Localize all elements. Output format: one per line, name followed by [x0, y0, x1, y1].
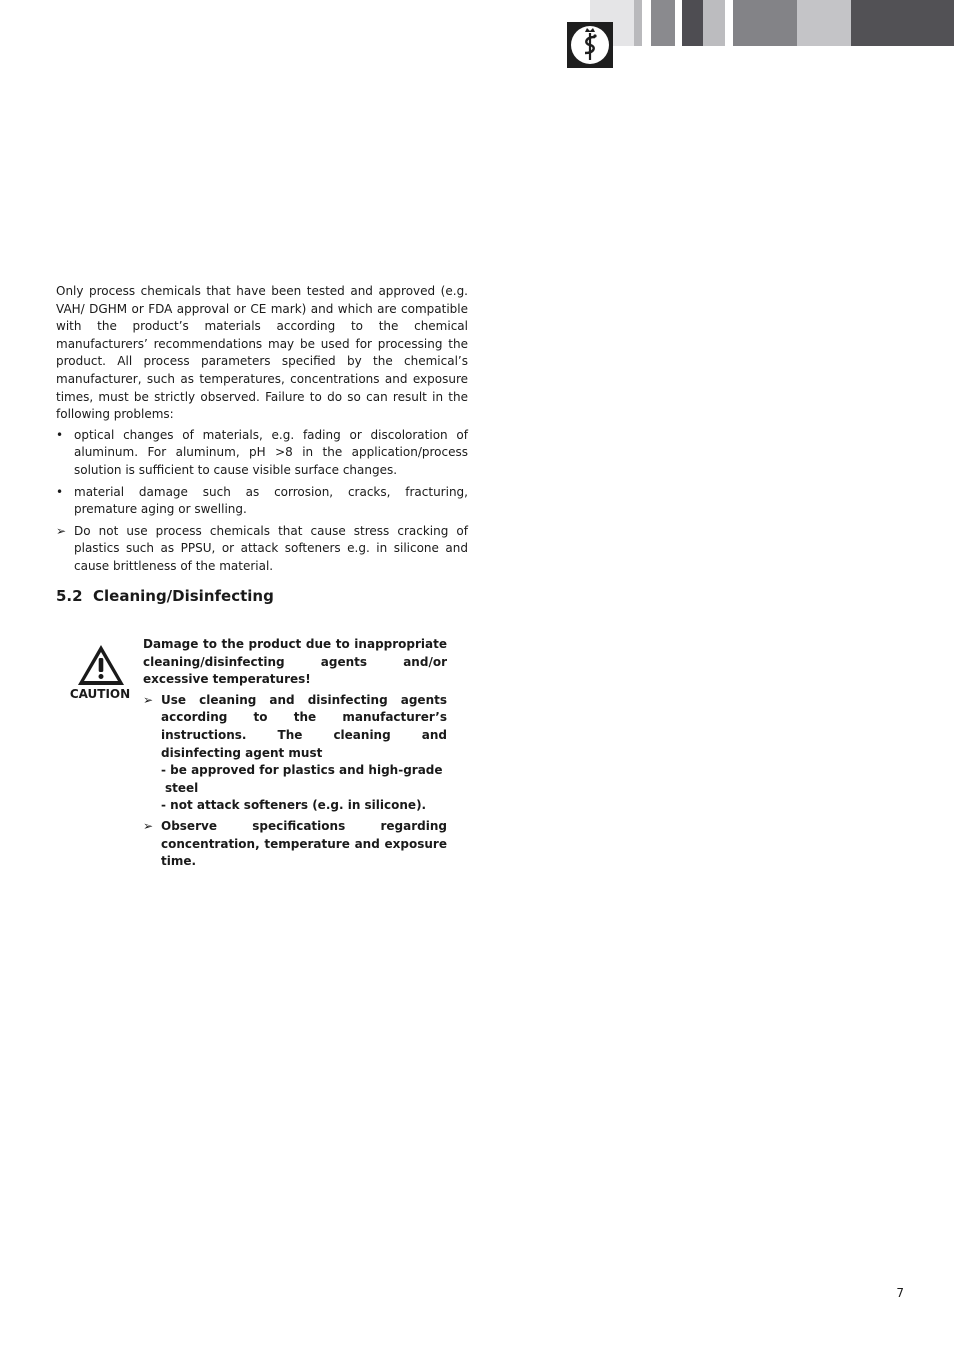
warning-triangle-icon	[76, 643, 126, 687]
instruction-item	[56, 523, 468, 576]
bullet-icon: •	[56, 484, 64, 499]
caduceus-icon	[567, 22, 613, 68]
caution-subitem: - not attack softeners (e.g. in silicone).	[161, 798, 427, 813]
list-item	[56, 427, 468, 480]
caution-label: CAUTION	[69, 687, 131, 701]
section-number: 5.2	[56, 587, 83, 605]
caution-subitem: - be approved for plastics and high-grade	[161, 763, 443, 778]
page-number: 7	[896, 1286, 904, 1300]
section-title: Cleaning/Disinfecting	[93, 587, 274, 605]
bullet-icon: •	[56, 427, 64, 442]
caution-headline: Damage to the product due to inappropriate cleaning/disinfecting agents and/or excessive temperatures!	[143, 637, 447, 687]
header-bar-8	[851, 0, 954, 46]
caution-step-text: Use cleaning and disinfecting agents according to the manufacturer’s instructions. The cleaning and disinfecting agent must	[161, 692, 447, 760]
header-bar-5	[703, 0, 725, 46]
caution-step	[143, 818, 447, 871]
caution-subitem-continued: steel	[165, 780, 199, 795]
arrow-icon: ➢	[143, 818, 154, 833]
arrow-icon: ➢	[56, 523, 67, 538]
header-bar-6	[733, 0, 797, 46]
instruction-text: Do not use process chemicals that cause stress cracking of plastics such as PPSU, or attack softeners e.g. in silicone and cause brittleness of the material.	[74, 523, 468, 573]
header-bar-7	[797, 0, 851, 46]
section-heading	[56, 587, 274, 605]
header-bar-2	[634, 0, 642, 46]
list-item	[56, 484, 468, 519]
arrow-icon: ➢	[143, 692, 154, 707]
header-bar-3	[651, 0, 675, 46]
bullet-text: optical changes of materials, e.g. fading or discoloration of aluminum. For aluminum, pH >8 in the application/process solution is sufficient to cause visible surface changes.	[74, 427, 468, 477]
caution-block	[143, 636, 447, 871]
caution-step-text: Observe specifications regarding concentration, temperature and exposure time.	[161, 818, 447, 869]
caution-step	[143, 692, 447, 815]
intro-section	[56, 283, 468, 576]
brand-logo	[567, 22, 613, 68]
intro-paragraph: Only process chemicals that have been tested and approved (e.g. VAH/ DGHM or FDA approval or CE mark) and which are compatible with the product’s materials according to the chemical manufacturers’ recommendations may be used for processing the product. All process parameters specified by the chemical’s manufacturer, such as temperatures, concentrations and exposure times, must be strictly observed. Failure to do so can result in the following problems:	[56, 284, 468, 422]
header-bar-4	[682, 0, 703, 46]
bullet-text: material damage such as corrosion, cracks, fracturing, premature aging or swelling.	[74, 484, 468, 517]
